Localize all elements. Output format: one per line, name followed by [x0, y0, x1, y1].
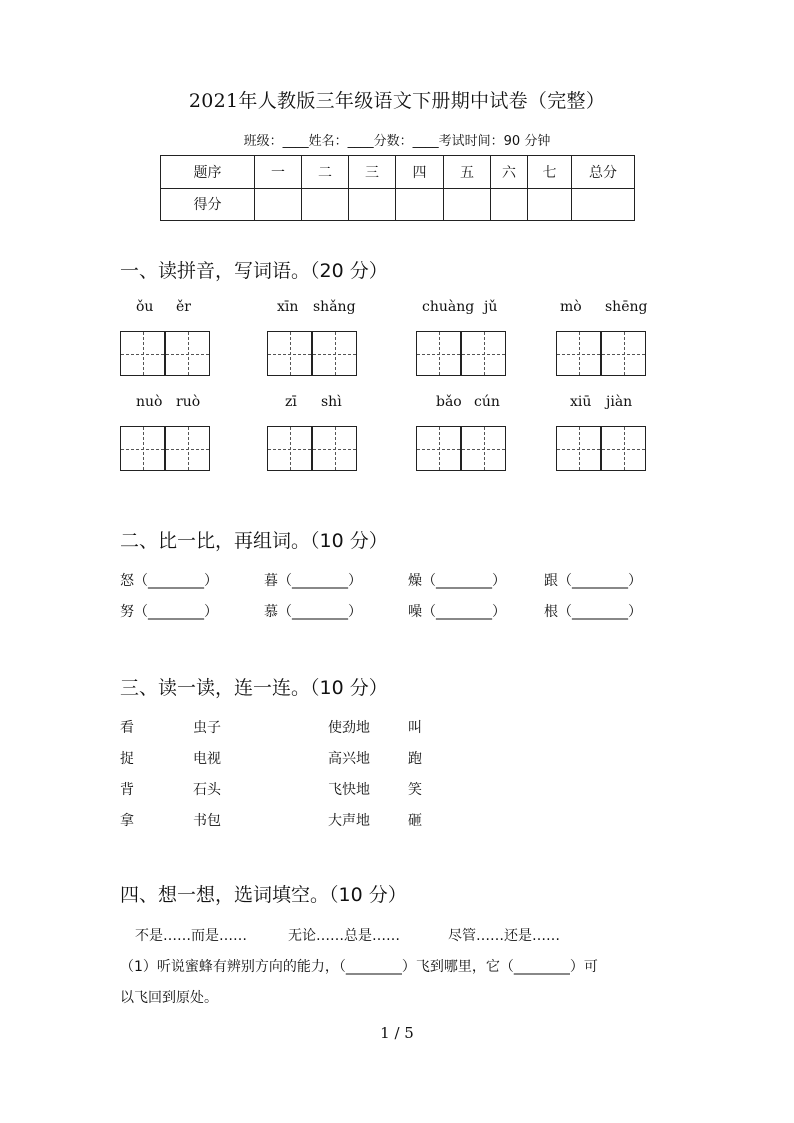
score-row-label: 得分: [161, 188, 255, 221]
pinyin-text: shì: [321, 394, 342, 410]
tian-grid-box[interactable]: [312, 331, 357, 376]
score-header-cell: 七: [528, 156, 572, 189]
question-1-line-1[interactable]: （1）听说蜜蜂有辨别方向的能力，（________）飞到哪里，它（________）可: [120, 959, 598, 975]
connect-action[interactable]: 砸: [408, 813, 422, 829]
tian-grid-box[interactable]: [461, 331, 506, 376]
pinyin-text: shēng: [605, 299, 648, 315]
score-header-cell: 六: [491, 156, 528, 189]
score-input-cell[interactable]: [572, 188, 635, 221]
tian-grid-box[interactable]: [461, 426, 506, 471]
pinyin-text: chuàng: [422, 299, 475, 315]
connect-verb[interactable]: 看: [120, 720, 134, 736]
pinyin-text: xīn: [277, 299, 299, 315]
pinyin-text: ǒu: [136, 299, 154, 315]
connect-action[interactable]: 跑: [408, 751, 422, 767]
section-4-heading: 四、想一想，选词填空。（10 分）: [120, 884, 407, 906]
section-2-heading: 二、比一比，再组词。（10 分）: [120, 530, 388, 552]
compare-word-item[interactable]: 燥（________）: [408, 573, 506, 589]
compare-word-item[interactable]: 跟（________）: [544, 573, 642, 589]
option-phrase: 尽管……还是……: [448, 928, 560, 944]
compare-word-item[interactable]: 努（________）: [120, 604, 218, 620]
score-input-cell[interactable]: [444, 188, 491, 221]
page-title: 2021年人教版三年级语文下册期中试卷（完整）: [188, 90, 606, 112]
connect-action[interactable]: 叫: [408, 720, 422, 736]
pinyin-text: ruò: [176, 394, 201, 410]
score-header-cell: 题序: [161, 156, 255, 189]
connect-adverb[interactable]: 大声地: [328, 813, 370, 829]
tian-grid-box[interactable]: [601, 426, 646, 471]
tian-grid-box[interactable]: [556, 426, 601, 471]
option-phrase: 不是……而是……: [135, 928, 247, 944]
tian-grid-box[interactable]: [267, 331, 312, 376]
student-info-line: 班级：____姓名：____分数：____考试时间：90 分钟: [243, 134, 551, 149]
pinyin-text: jǔ: [484, 299, 498, 315]
section-1-heading: 一、读拼音，写词语。（20 分）: [120, 260, 388, 282]
connect-adverb[interactable]: 高兴地: [328, 751, 370, 767]
compare-word-item[interactable]: 怒（________）: [120, 573, 218, 589]
connect-action[interactable]: 笑: [408, 782, 422, 798]
compare-word-item[interactable]: 慕（________）: [264, 604, 362, 620]
pinyin-text: nuò: [136, 394, 163, 410]
connect-verb[interactable]: 背: [120, 782, 134, 798]
option-phrase: 无论……总是……: [288, 928, 400, 944]
question-1-line-2: 以飞回到原处。: [120, 990, 218, 1006]
tian-grid-box[interactable]: [556, 331, 601, 376]
score-header-cell: 五: [444, 156, 491, 189]
score-input-cell[interactable]: [302, 188, 349, 221]
score-header-cell: 总分: [572, 156, 635, 189]
score-input-cell[interactable]: [396, 188, 444, 221]
score-header-cell: 四: [396, 156, 444, 189]
connect-adverb[interactable]: 使劲地: [328, 720, 370, 736]
section-3-heading: 三、读一读，连一连。（10 分）: [120, 677, 388, 699]
tian-grid-box[interactable]: [601, 331, 646, 376]
pinyin-text: mò: [560, 299, 582, 315]
compare-word-item[interactable]: 根（________）: [544, 604, 642, 620]
connect-adverb[interactable]: 飞快地: [328, 782, 370, 798]
tian-grid-box[interactable]: [416, 426, 461, 471]
pinyin-text: jiàn: [606, 394, 633, 410]
tian-grid-box[interactable]: [165, 426, 210, 471]
tian-grid-box[interactable]: [267, 426, 312, 471]
score-header-cell: 三: [349, 156, 396, 189]
pinyin-text: xiū: [570, 394, 592, 410]
pinyin-text: zī: [285, 394, 297, 410]
tian-grid-box[interactable]: [165, 331, 210, 376]
pinyin-text: bǎo: [436, 394, 462, 410]
page-number: 1 / 5: [380, 1024, 414, 1042]
connect-noun[interactable]: 书包: [193, 813, 221, 829]
compare-word-item[interactable]: 暮（________）: [264, 573, 362, 589]
pinyin-text: ěr: [176, 299, 191, 315]
pinyin-text: shǎng: [313, 299, 356, 315]
score-input-cell[interactable]: [255, 188, 302, 221]
connect-noun[interactable]: 虫子: [193, 720, 221, 736]
tian-grid-box[interactable]: [120, 426, 165, 471]
pinyin-text: cún: [474, 394, 500, 410]
score-input-cell[interactable]: [491, 188, 528, 221]
connect-noun[interactable]: 电视: [193, 751, 221, 767]
tian-grid-box[interactable]: [416, 331, 461, 376]
tian-grid-box[interactable]: [120, 331, 165, 376]
compare-word-item[interactable]: 噪（________）: [408, 604, 506, 620]
score-header-cell: 一: [255, 156, 302, 189]
connect-verb[interactable]: 捉: [120, 751, 134, 767]
tian-grid-box[interactable]: [312, 426, 357, 471]
score-header-cell: 二: [302, 156, 349, 189]
score-table: [160, 155, 635, 221]
connect-verb[interactable]: 拿: [120, 813, 134, 829]
score-input-cell[interactable]: [349, 188, 396, 221]
score-input-cell[interactable]: [528, 188, 572, 221]
connect-noun[interactable]: 石头: [193, 782, 221, 798]
